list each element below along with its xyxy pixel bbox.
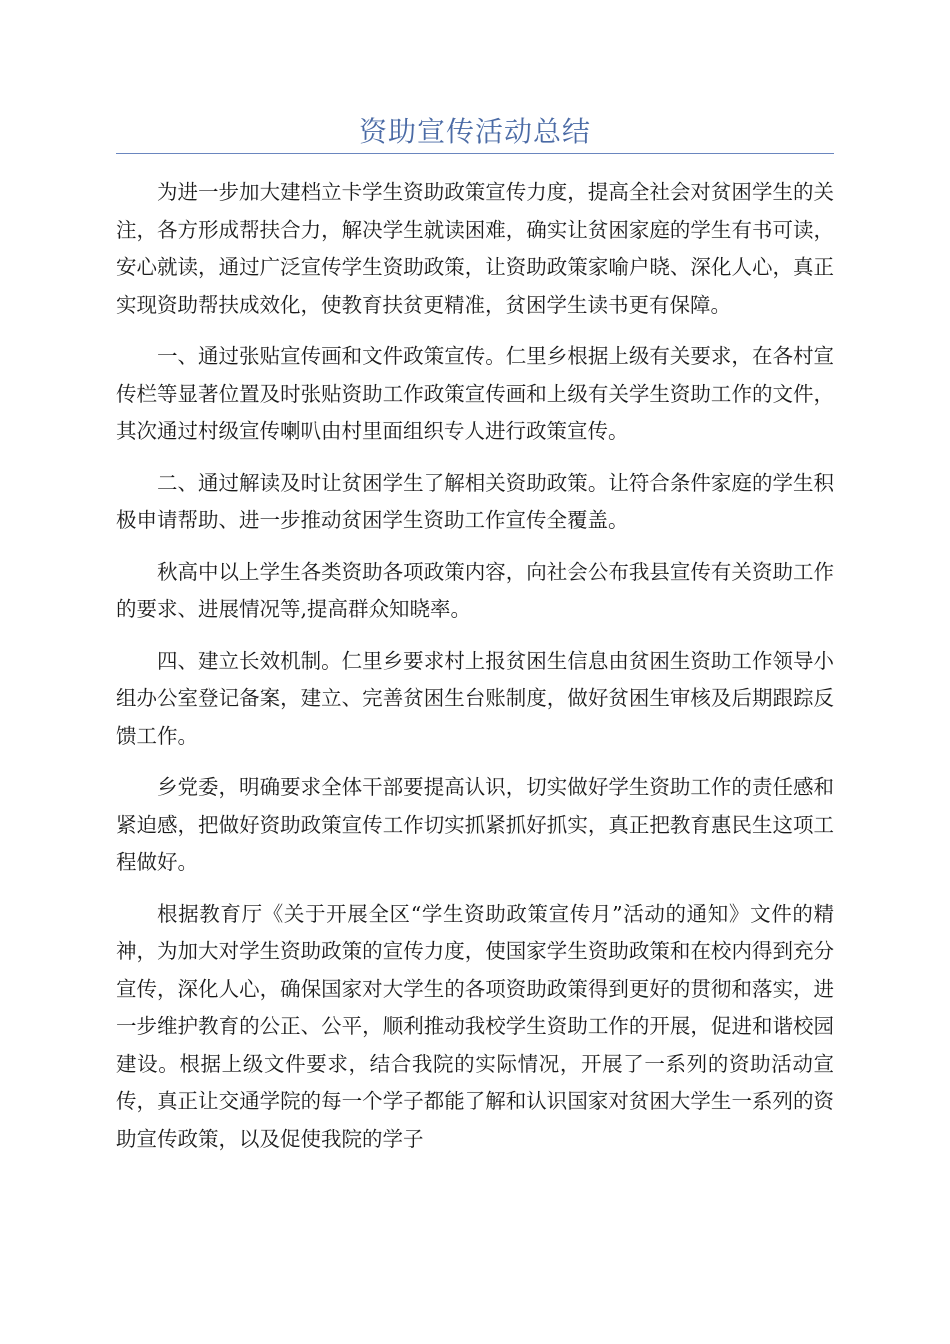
paragraph-long-term-mechanism: 四、建立长效机制。仁里乡要求村上报贫困生信息由贫困生资助工作领导小组办公室登记备案，建立、完善贫困生台账制度，做好贫困生审核及后期跟踪反馈工作。 [116, 648, 834, 748]
paragraph-poster-publicity: 一、通过张贴宣传画和文件政策宣传。仁里乡根据上级有关要求，在各村宣传栏等显著位置及时张贴资助工作政策宣传画和上级有关学生资助工作的文件，其次通过村级宣传喇叭由村里面组织专人进行政策宣传。 [116, 344, 834, 443]
paragraph-education-department-notice: 根据教育厅《关于开展全区“学生资助政策宣传月”活动的通知》文件的精神，为加大对学生资助政策的宣传力度，使国家学生资助政策和在校内得到充分宣传，深化人心，确保国家对大学生的各项资助政策得到更好的贯彻和落实，进一步维护教育的公正、公平，顺利推动我校学生资助工作的开展，促进和谐校园建设。根据上级文件要求，结合我院的实际情况，开展了一系列的资助活动宣传，真正让交通学院的每一个学子都能了解和认识国家对贫困大学生一系列的资助宣传政策，以及促使我院的学子 [116, 901, 834, 1151]
paragraph-intro: 为进一步加大建档立卡学生资助政策宣传力度，提高全社会对贫困学生的关注，各方形成帮扶合力，解决学生就读困难，确实让贫困家庭的学生有书可读，安心就读，通过广泛宣传学生资助政策，让资助政策家喻户晓、深化人心，真正实现资助帮扶成效化，使教育扶贫更精准，贫困学生读书更有保障。 [116, 180, 834, 317]
paragraph-public-announcement: 秋高中以上学生各类资助各项政策内容，向社会公布我县宣传有关资助工作的要求、进展情况等,提高群众知晓率。 [116, 559, 834, 621]
title-underline [116, 153, 834, 154]
document-title: 资助宣传活动总结 [358, 115, 591, 148]
paragraph-policy-interpretation: 二、通过解读及时让贫困学生了解相关资助政策。让符合条件家庭的学生积极申请帮助、进一步推动贫困学生资助工作宣传全覆盖。 [116, 470, 834, 532]
paragraph-party-committee: 乡党委，明确要求全体干部要提高认识，切实做好学生资助工作的责任感和紧迫感，把做好资助政策宣传工作切实抓紧抓好抓实，真正把教育惠民生这项工程做好。 [116, 775, 834, 874]
document-body [116, 174, 834, 1172]
